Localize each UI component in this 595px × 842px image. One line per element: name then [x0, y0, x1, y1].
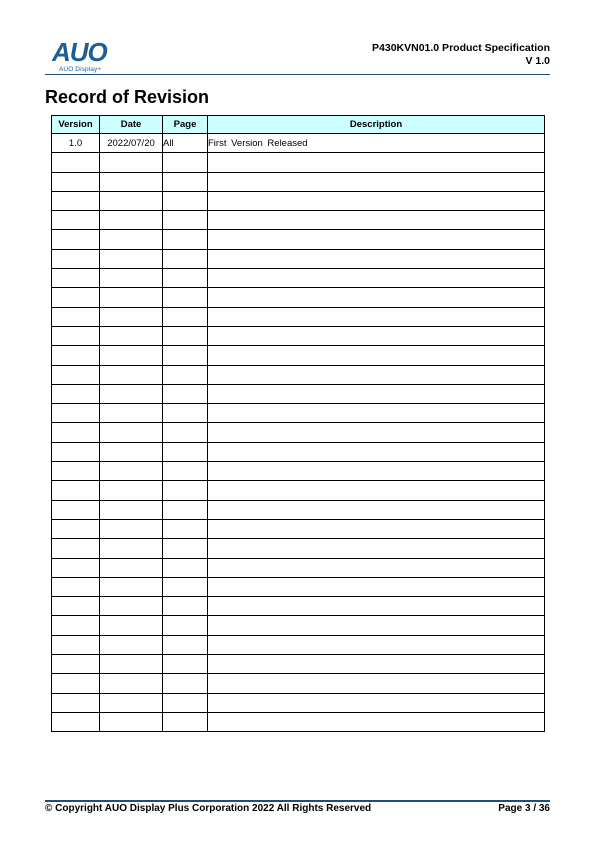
page-cell [163, 597, 208, 616]
page-cell [163, 365, 208, 384]
table-row [52, 384, 545, 403]
table-row [52, 211, 545, 230]
date-cell [100, 577, 163, 596]
document-header [372, 42, 550, 68]
date-cell [100, 288, 163, 307]
table-row [52, 423, 545, 442]
date-cell [100, 423, 163, 442]
page-cell [163, 191, 208, 210]
table-row [52, 655, 545, 674]
page-cell: All [163, 134, 208, 153]
version-cell [52, 384, 100, 403]
column-header-description: Description [208, 116, 545, 134]
description-cell [208, 172, 545, 191]
footer-divider [45, 800, 550, 802]
column-header-date: Date [100, 116, 163, 134]
date-cell [100, 558, 163, 577]
date-cell [100, 249, 163, 268]
date-cell [100, 269, 163, 288]
table-row [52, 269, 545, 288]
page-cell [163, 288, 208, 307]
copyright-notice: © Copyright AUO Display Plus Corporation 2022 All Rights Reserved [45, 803, 372, 814]
table-row [52, 230, 545, 249]
date-cell [100, 674, 163, 693]
table-row [52, 365, 545, 384]
version-cell [52, 230, 100, 249]
description-cell [208, 191, 545, 210]
page-cell [163, 326, 208, 345]
date-cell [100, 500, 163, 519]
table-row [52, 481, 545, 500]
document-version: V 1.0 [525, 55, 550, 67]
version-cell [52, 191, 100, 210]
page-cell [163, 442, 208, 461]
page-cell [163, 423, 208, 442]
page-cell [163, 404, 208, 423]
version-cell [52, 481, 100, 500]
auo-logo [52, 38, 114, 78]
auo-logo-letters: AUO [52, 38, 107, 66]
version-cell [52, 500, 100, 519]
auo-logo-mark [52, 38, 114, 66]
table-row [52, 134, 545, 153]
table-row [52, 404, 545, 423]
description-cell [208, 365, 545, 384]
description-cell: First Version Released [208, 134, 545, 153]
version-cell [52, 519, 100, 538]
page-cell [163, 153, 208, 172]
revision-table-body [52, 134, 545, 732]
date-cell [100, 597, 163, 616]
page-cell [163, 635, 208, 654]
page-title: Record of Revision [45, 87, 210, 107]
date-cell [100, 442, 163, 461]
page-cell [163, 539, 208, 558]
page-cell [163, 655, 208, 674]
page-cell [163, 172, 208, 191]
version-cell [52, 172, 100, 191]
date-cell [100, 153, 163, 172]
version-cell [52, 655, 100, 674]
description-cell [208, 481, 545, 500]
page-cell [163, 384, 208, 403]
description-cell [208, 539, 545, 558]
page-cell [163, 519, 208, 538]
date-cell [100, 539, 163, 558]
date-cell [100, 230, 163, 249]
date-cell [100, 712, 163, 731]
version-cell: 1.0 [52, 134, 100, 153]
version-cell [52, 462, 100, 481]
description-cell [208, 404, 545, 423]
table-row [52, 326, 545, 345]
table-row [52, 577, 545, 596]
date-cell [100, 655, 163, 674]
date-cell [100, 326, 163, 345]
description-cell [208, 674, 545, 693]
date-cell [100, 616, 163, 635]
description-cell [208, 519, 545, 538]
table-row [52, 346, 545, 365]
version-cell [52, 269, 100, 288]
document-title: P430KVN01.0 Product Specification [372, 42, 550, 54]
page-number: Page 3 / 36 [498, 803, 550, 814]
table-row [52, 539, 545, 558]
version-cell [52, 442, 100, 461]
description-cell [208, 423, 545, 442]
table-row [52, 500, 545, 519]
revision-table [51, 115, 545, 732]
table-row [52, 674, 545, 693]
description-cell [208, 346, 545, 365]
date-cell [100, 346, 163, 365]
description-cell [208, 288, 545, 307]
version-cell [52, 616, 100, 635]
table-row [52, 693, 545, 712]
page-cell [163, 693, 208, 712]
description-cell [208, 442, 545, 461]
table-row [52, 307, 545, 326]
column-header-page: Page [163, 116, 208, 134]
table-row [52, 558, 545, 577]
table-row [52, 616, 545, 635]
description-cell [208, 597, 545, 616]
table-row [52, 712, 545, 731]
description-cell [208, 655, 545, 674]
version-cell [52, 288, 100, 307]
version-cell [52, 558, 100, 577]
page-cell [163, 249, 208, 268]
version-cell [52, 326, 100, 345]
table-row [52, 249, 545, 268]
date-cell [100, 635, 163, 654]
table-row [52, 153, 545, 172]
logo-subtitle: AUO Display+ [59, 66, 102, 73]
table-row [52, 635, 545, 654]
date-cell: 2022/07/20 [100, 134, 163, 153]
version-cell [52, 539, 100, 558]
date-cell [100, 404, 163, 423]
description-cell [208, 249, 545, 268]
date-cell [100, 211, 163, 230]
page-cell [163, 481, 208, 500]
version-cell [52, 346, 100, 365]
table-row [52, 288, 545, 307]
date-cell [100, 481, 163, 500]
description-cell [208, 635, 545, 654]
date-cell [100, 307, 163, 326]
table-row [52, 442, 545, 461]
description-cell [208, 693, 545, 712]
description-cell [208, 616, 545, 635]
description-cell [208, 462, 545, 481]
page-cell [163, 230, 208, 249]
table-row [52, 172, 545, 191]
header-divider [45, 74, 550, 75]
version-cell [52, 307, 100, 326]
description-cell [208, 211, 545, 230]
description-cell [208, 384, 545, 403]
page-cell [163, 674, 208, 693]
version-cell [52, 365, 100, 384]
page-cell [163, 269, 208, 288]
date-cell [100, 384, 163, 403]
description-cell [208, 307, 545, 326]
version-cell [52, 423, 100, 442]
description-cell [208, 269, 545, 288]
table-row [52, 191, 545, 210]
date-cell [100, 462, 163, 481]
version-cell [52, 404, 100, 423]
date-cell [100, 693, 163, 712]
description-cell [208, 577, 545, 596]
page-cell [163, 577, 208, 596]
page-cell [163, 211, 208, 230]
table-row [52, 597, 545, 616]
version-cell [52, 211, 100, 230]
date-cell [100, 365, 163, 384]
page-cell [163, 558, 208, 577]
page-cell [163, 462, 208, 481]
description-cell [208, 558, 545, 577]
page-cell [163, 500, 208, 519]
page-cell [163, 346, 208, 365]
page-cell [163, 307, 208, 326]
description-cell [208, 230, 545, 249]
version-cell [52, 635, 100, 654]
table-header-row [52, 116, 545, 134]
description-cell [208, 326, 545, 345]
date-cell [100, 519, 163, 538]
date-cell [100, 172, 163, 191]
version-cell [52, 674, 100, 693]
page-cell [163, 616, 208, 635]
table-row [52, 462, 545, 481]
column-header-version: Version [52, 116, 100, 134]
version-cell [52, 597, 100, 616]
description-cell [208, 500, 545, 519]
description-cell [208, 712, 545, 731]
version-cell [52, 712, 100, 731]
version-cell [52, 693, 100, 712]
description-cell [208, 153, 545, 172]
page-cell [163, 712, 208, 731]
version-cell [52, 577, 100, 596]
version-cell [52, 153, 100, 172]
table-row [52, 519, 545, 538]
version-cell [52, 249, 100, 268]
date-cell [100, 191, 163, 210]
